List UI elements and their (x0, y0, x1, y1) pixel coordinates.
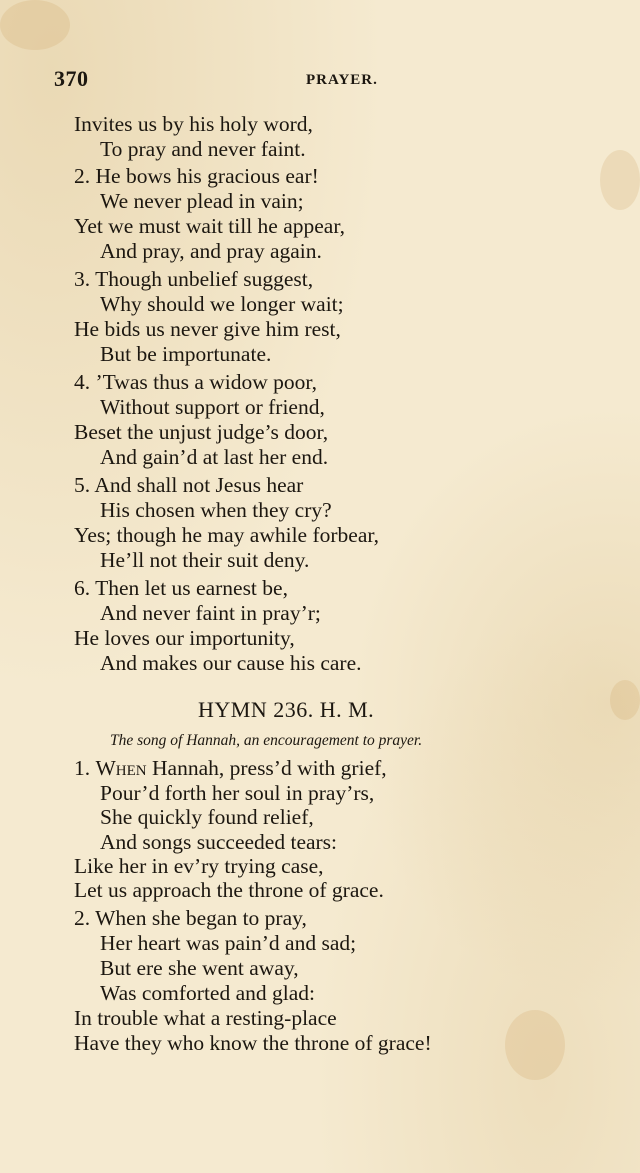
verse-line: In trouble what a resting-place (74, 1006, 337, 1030)
verse-number: 1. (74, 756, 91, 780)
verse-line: And gain’d at last her end. (100, 445, 329, 469)
verse-line: To pray and never faint. (100, 137, 306, 161)
verse-line: Without support or friend, (100, 395, 325, 419)
verse-line: Her heart was pain’d and sad; (100, 931, 357, 955)
verse-line: 1. When Hannah, press’d with grief, (74, 756, 387, 780)
verse-line: And songs succeeded tears: (100, 830, 338, 854)
verse-line: And never faint in pray’r; (100, 601, 321, 625)
verse-line: Pour’d forth her soul in pray’rs, (100, 781, 375, 805)
verse-number: 5. (74, 473, 91, 497)
verse-line: Yes; though he may awhile forbear, (74, 523, 380, 547)
verse-number: 4. (74, 370, 91, 394)
running-head: PRAYER. (306, 72, 378, 88)
verse-line: 3. Though unbelief suggest, (74, 267, 314, 291)
verse-number: 3. (74, 267, 91, 291)
verse-line: Was comforted and glad: (100, 981, 315, 1005)
paper-stain (600, 150, 640, 210)
verse-line: He bids us never give him rest, (74, 317, 341, 341)
verse-line: 6. Then let us earnest be, (74, 576, 288, 600)
paper-stain (0, 0, 70, 50)
verse-line: But ere she went away, (100, 956, 299, 980)
verse-line: 4. ’Twas thus a widow poor, (74, 370, 318, 394)
verse-line: Like her in ev’ry trying case, (74, 854, 324, 878)
verse-line: He’ll not their suit deny. (100, 548, 310, 572)
verse-line: Let us approach the throne of grace. (74, 878, 384, 902)
verse-line: 2. When she began to pray, (74, 906, 307, 930)
verse-line: And makes our cause his care. (100, 651, 362, 675)
verse-number: 2. (74, 164, 91, 188)
verse-number: 6. (74, 576, 91, 600)
verse-line: But be importunate. (100, 342, 272, 366)
verse-line: Have they who know the throne of grace! (74, 1031, 432, 1055)
page-header (54, 66, 554, 96)
verse-line: He loves our importunity, (74, 626, 295, 650)
paper-stain (610, 680, 640, 720)
verse-line: And pray, and pray again. (100, 239, 322, 263)
verse-line: We never plead in vain; (100, 189, 304, 213)
verse-line: 2. He bows his gracious ear! (74, 164, 319, 188)
page-number: 370 (54, 66, 89, 91)
verse-line: His chosen when they cry? (100, 498, 332, 522)
paper-stain (505, 1010, 565, 1080)
verse-number: 2. (74, 906, 91, 930)
verse-line: Beset the unjust judge’s door, (74, 420, 329, 444)
verse-line: 5. And shall not Jesus hear (74, 473, 304, 497)
first-word: When (95, 756, 147, 780)
verse-line: Invites us by his holy word, (74, 112, 313, 136)
verse-line: Yet we must wait till he appear, (74, 214, 346, 238)
hymn-subtitle: The song of Hannah, an encouragement to prayer. (110, 732, 423, 749)
hymn-title: HYMN 236. H. M. (198, 697, 375, 722)
verse-line: Why should we longer wait; (100, 292, 344, 316)
verse-line: She quickly found relief, (100, 805, 314, 829)
